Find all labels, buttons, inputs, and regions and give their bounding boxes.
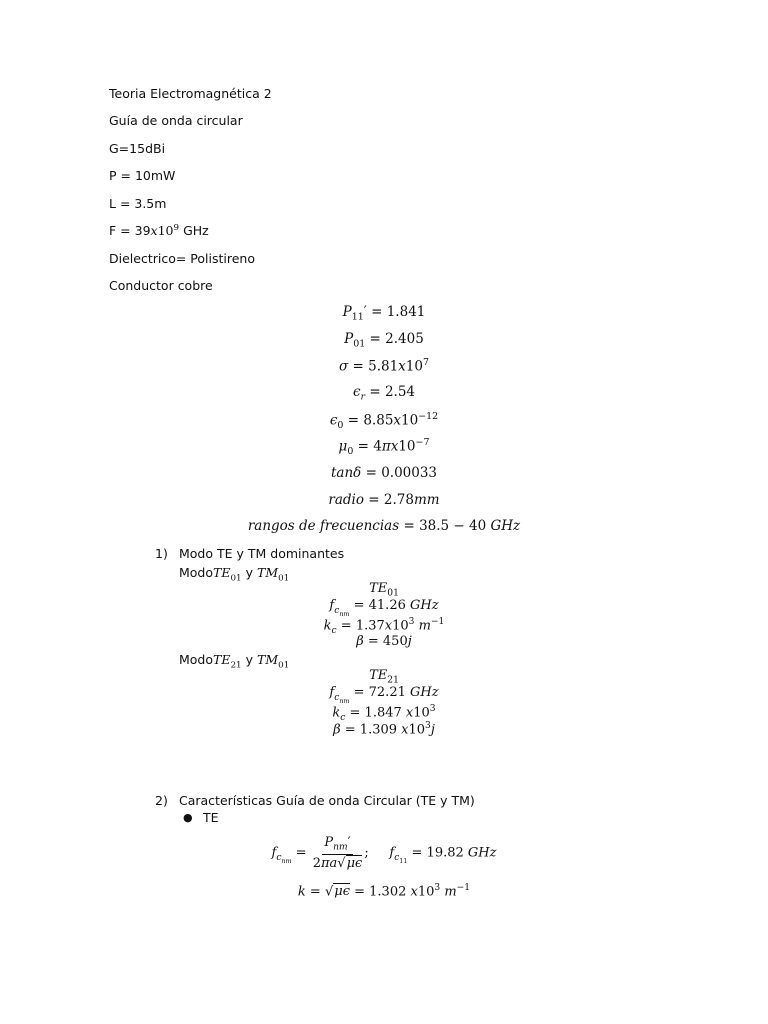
section1-title: Modo TE y TM dominantes bbox=[179, 546, 345, 561]
frequency-unit: GHz bbox=[183, 223, 209, 239]
te21-fc: $f_{c_{nm}} = 72.21$ GHz bbox=[329, 685, 439, 705]
te21-beta: β = 1.309 $x10^3j$ bbox=[333, 721, 435, 738]
fc-fraction: $\frac{P_{nm}'}{2\pi a√\mu\epsilon}$ bbox=[312, 835, 363, 871]
eq-sigma: $\sigma = 5.81x10^7$ bbox=[338, 357, 429, 375]
te01-heading: $TE_{01}$ bbox=[369, 581, 399, 599]
modo-te21-tm01-line: ModoTE$_{21}$ y $TM_{01}$ bbox=[179, 652, 290, 671]
te21-heading: $TE_{21}$ bbox=[369, 668, 399, 686]
document-subtitle: Guía de onda circular bbox=[109, 113, 243, 128]
eq-p01: $P_{01} = 2.405$ bbox=[344, 331, 424, 350]
length-line: L = 3.5m bbox=[109, 196, 167, 211]
dielectric-line: Dielectrico= Polistireno bbox=[109, 251, 256, 266]
bullet-dot-icon: ● bbox=[183, 811, 193, 824]
frequency-line: $F = 39x10^9$ GHz bbox=[109, 223, 209, 239]
eq-fc-formula: $f_{c_{nm}}$ = $\frac{P_{nm}'}{2\pi a√\mu\epsilon}$ ; $f_{c_{11}} = 19.82$ GHz bbox=[271, 835, 497, 871]
eq-tan-delta: tanδ = 0.00033 bbox=[330, 465, 438, 481]
eq-p11: $P_{11}' = 1.841$ bbox=[342, 304, 426, 323]
section2-title: Características Guía de onda Circular (TE y TM) bbox=[179, 793, 475, 808]
eq-mu0: $\mu_0 = 4\pi x10^{-7}$ bbox=[338, 437, 430, 458]
conductor-line: Conductor cobre bbox=[109, 278, 213, 293]
eq-k: k = √μϵ = 1.302 $x10^3$ $m^{-1}$ bbox=[297, 883, 471, 900]
section1-number: 1) bbox=[155, 546, 168, 561]
eq-e0: $\epsilon_0 = 8.85x10^{-12}$ bbox=[329, 411, 439, 432]
section2-number: 2) bbox=[155, 793, 168, 808]
te01-kc: $k_c = 1.37x10^3$ $m^{-1}$ bbox=[323, 617, 445, 636]
eq-radio: radio = 2.78mm bbox=[328, 492, 440, 508]
course-title: Teoria Electromagnética 2 bbox=[109, 86, 272, 101]
bullet-te-label: TE bbox=[203, 810, 219, 825]
te21-kc: $k_c = 1.847$ $x10^3$ bbox=[332, 704, 436, 723]
eq-frequency-range: rangos de frecuencias = 38.5 − 40 GHz bbox=[247, 518, 521, 534]
power-line: P = 10mW bbox=[109, 168, 176, 183]
te01-beta: β = 450j bbox=[356, 634, 412, 649]
te01-fc: $f_{c_{nm}} = 41.26$ GHz bbox=[329, 598, 439, 618]
frequency-prefix: F = 39 bbox=[109, 223, 151, 239]
gain-line: G=15dBi bbox=[109, 141, 166, 156]
eq-er: $\epsilon_r = 2.54$ bbox=[352, 384, 416, 403]
modo-te01-tm01-line: ModoTE$_{01}$ y $TM_{01}$ bbox=[179, 565, 290, 584]
